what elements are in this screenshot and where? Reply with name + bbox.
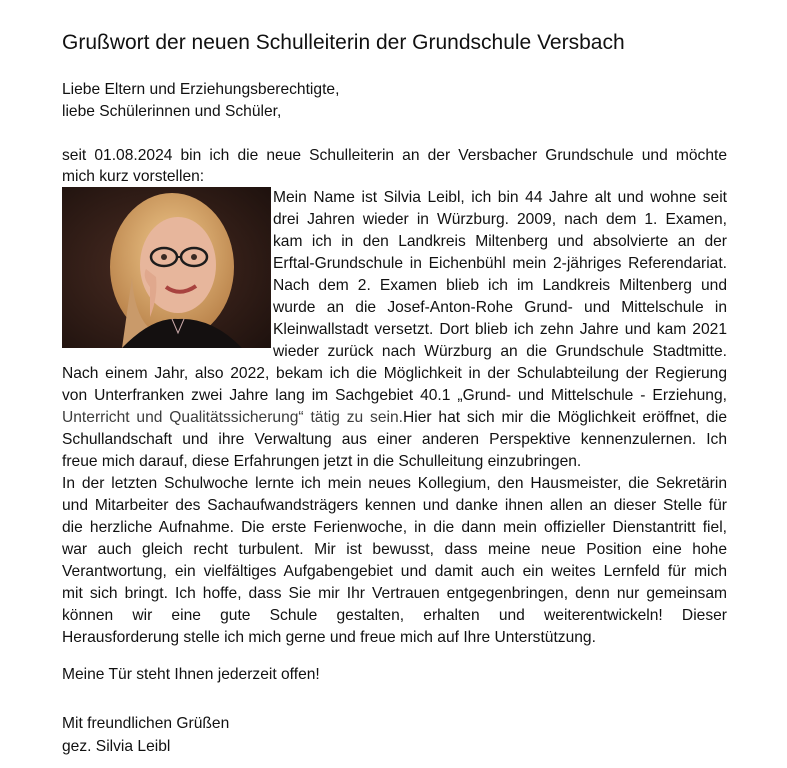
portrait-photo xyxy=(62,187,271,348)
body-line-9: war auch gleich recht turbulent. Mir ist bewusst, dass meine neue Position eine hohe xyxy=(62,541,727,558)
page-title: Grußwort der neuen Schulleiterin der Grundschule Versbach xyxy=(62,31,625,54)
bio-line-3: kam ich in den Landkreis Miltenberg und absolvierte an der xyxy=(273,233,727,250)
bio-line-5: Nach dem 2. Examen blieb ich im Landkreis Miltenberg und xyxy=(273,277,727,294)
body-line-3 xyxy=(62,407,727,429)
bio-line-4: Erftal-Grundschule in Eichenbühl mein 2-jähriges Referendariat. xyxy=(273,255,727,272)
closing-line: Mit freundlichen Grüßen xyxy=(62,715,230,732)
body-line-1: Nach einem Jahr, also 2022, bekam ich die Möglichkeit in der Schulabteilung der Regierung xyxy=(62,365,727,382)
portrait-illustration xyxy=(62,187,271,348)
body-line-3-quote: Unterricht und Qualitätssicherung“ tätig zu sein. xyxy=(62,409,403,426)
body-line-6: In der letzten Schulwoche lernte ich mein neues Kollegium, den Hausmeister, die Sekretärin xyxy=(62,475,727,492)
bio-line-2: drei Jahren wieder in Würzburg. 2009, nach dem 1. Examen, xyxy=(273,211,727,228)
body-line-5: freue mich darauf, diese Erfahrungen jetzt in die Schulleitung einzubringen. xyxy=(62,453,582,470)
bio-line-1: Mein Name ist Silvia Leibl, ich bin 44 Jahre alt und wohne seit xyxy=(273,189,727,206)
body-line-2: von Unterfranken zwei Jahre lang im Sachgebiet 40.1 „Grund- und Mittelschule - Erziehung, xyxy=(62,387,727,404)
body-line-8: die herzliche Aufnahme. Die erste Ferienwoche, in die dann mein offizieller Dienstantritt fiel, xyxy=(62,519,727,536)
body-line-7: und Mitarbeiter des Sachaufwandsträgers kennen und danke ihnen allen an dieser Stelle für xyxy=(62,497,727,514)
body-line-10: Verantwortung, ein vielfältiges Aufgabengebiet und damit auch ein weites Lernfeld für mich xyxy=(62,563,727,580)
salutation-line-1: Liebe Eltern und Erziehungsberechtigte, xyxy=(62,81,340,98)
signature-line: gez. Silvia Leibl xyxy=(62,738,171,755)
body-line-4: Schullandschaft und ihre Verwaltung aus einer anderen Perspektive kennenzulernen. Ich xyxy=(62,431,727,448)
bio-line-6: wurde an die Josef-Anton-Rohe Grund- und Mittelschule in xyxy=(273,299,727,316)
intro-line-2: mich kurz vorstellen: xyxy=(62,168,205,185)
door-line: Meine Tür steht Ihnen jederzeit offen! xyxy=(62,666,320,683)
body-line-11: mit sich bringt. Ich hoffe, dass Sie mir Ihr Vertrauen entgegenbringen, denn nur gemeinsam xyxy=(62,585,727,602)
intro-line-1: seit 01.08.2024 bin ich die neue Schulleiterin an der Versbacher Grundschule und möchte xyxy=(62,147,727,164)
bio-line-8: wieder zurück nach Würzburg an die Grundschule Stadtmitte. xyxy=(273,343,727,360)
salutation-line-2: liebe Schülerinnen und Schüler, xyxy=(62,103,282,120)
body-line-13: Herausforderung stelle ich mich gerne und freue mich auf Ihre Unterstützung. xyxy=(62,629,596,646)
body-line-3-rest: Hier hat sich mir die Möglichkeit eröffnet, die xyxy=(402,409,727,426)
bio-line-7: Kleinwallstadt versetzt. Dort blieb ich zehn Jahre und kam 2021 xyxy=(273,321,727,338)
body-line-12: können wir eine gute Schule gestalten, erhalten und weiterentwickeln! Dieser xyxy=(62,607,727,624)
